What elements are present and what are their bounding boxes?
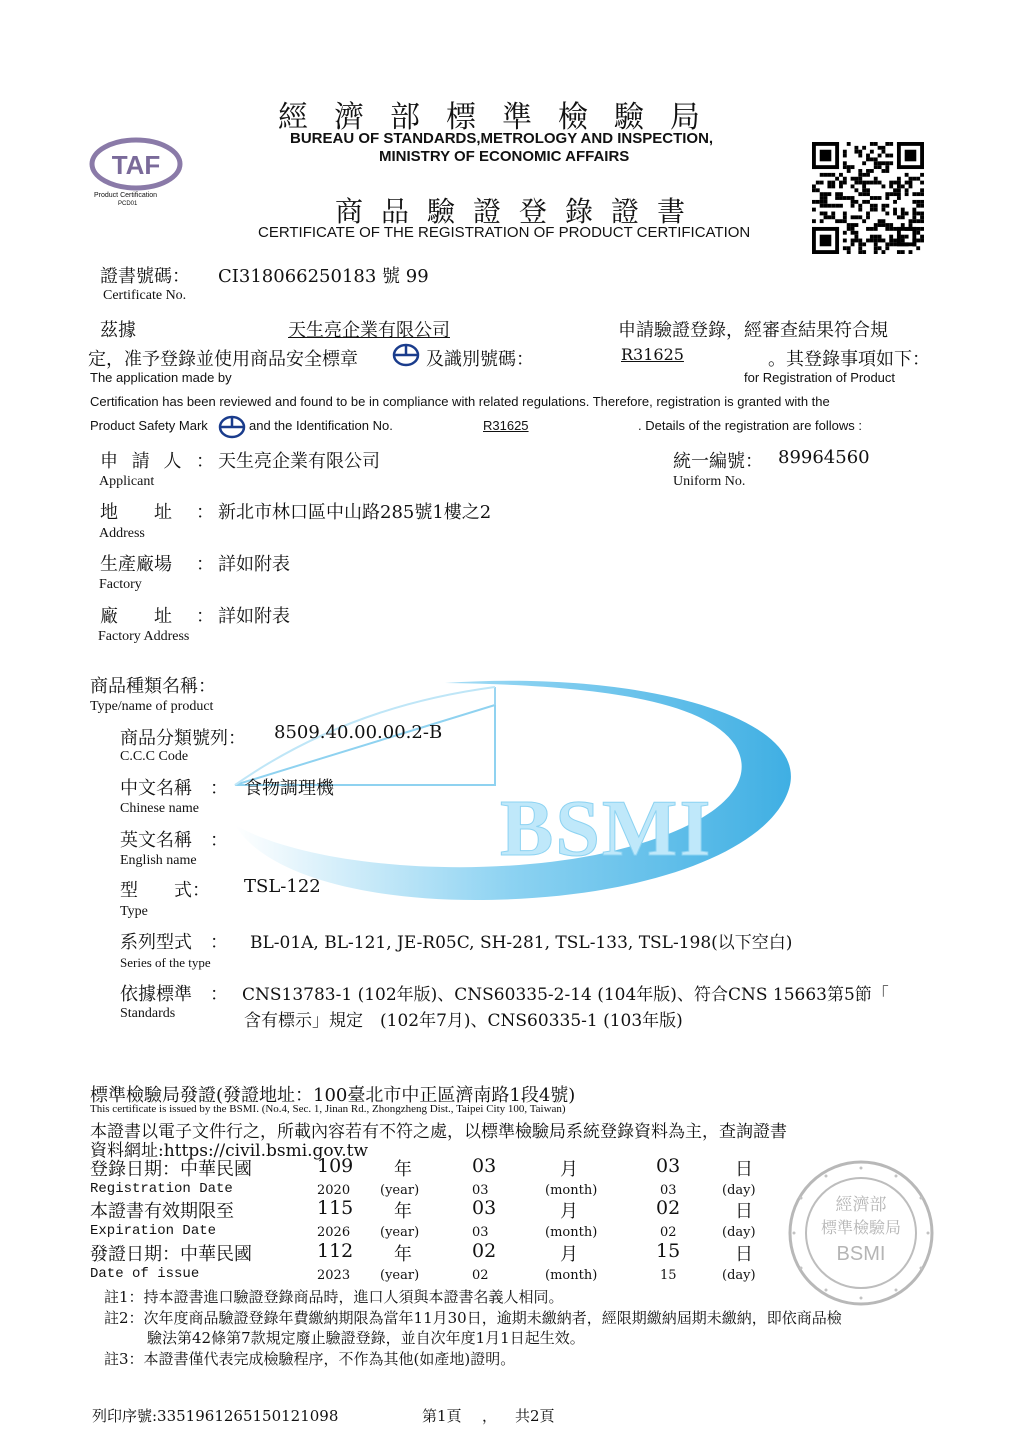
note-1: 註1：持本證書進口驗證登錄商品時，進口人須與本證書名義人相同。	[104, 1288, 564, 1306]
date-month-unit-en: (month)	[545, 1225, 598, 1240]
applicant-colon: ：	[196, 451, 214, 472]
chinese-name-value: 食物調理機	[244, 778, 334, 799]
svg-text:TAF: TAF	[111, 150, 161, 180]
statement-line2-b: 及識別號碼：	[426, 349, 534, 370]
date-label: 本證書有效期限至	[90, 1201, 234, 1222]
statement-en1-a: The application made by	[90, 370, 232, 385]
note-2-cont: 驗法第42條第7款規定廢止驗證登錄，並自次年度1月1日起生效。	[147, 1329, 585, 1347]
type-label-en: Type	[120, 904, 148, 919]
statement-en3-a: Product Safety Mark	[90, 418, 208, 433]
series-value: BL-01A, BL-121, JE-R05C, SH-281, TSL-133, TSL-198(以下空白)	[250, 933, 793, 953]
page-number: 第1頁	[422, 1407, 462, 1425]
applicant-label: 申 請 人	[100, 451, 186, 472]
product-section-title: 商品種類名稱：	[90, 676, 216, 697]
uniform-no-label: 統一編號：	[673, 451, 763, 472]
date-month-unit-en: (month)	[545, 1268, 598, 1283]
statement-line1-b: 申請驗證登錄，經審查結果符合規	[618, 320, 888, 341]
applicant-label-en: Applicant	[99, 474, 155, 489]
taf-caption: Product Certification	[94, 192, 158, 199]
certificate-title-zh: 商品驗證登錄證書	[335, 195, 704, 228]
date-month-en: 03	[472, 1225, 489, 1240]
chinese-name-label: 中文名稱 ：	[120, 778, 228, 799]
ccc-code-value: 8509.40.00.00.2-B	[274, 722, 443, 743]
statement-id-no: R31625	[621, 345, 684, 364]
address-colon: ：	[196, 502, 214, 523]
date-year-roc: 115	[317, 1197, 354, 1219]
factory-label-en: Factory	[99, 577, 142, 592]
applicant-value: 天生亮企業有限公司	[218, 451, 380, 472]
date-day-en: 03	[660, 1183, 677, 1198]
date-year-ad: 2020	[317, 1183, 351, 1198]
factory-address-value: 詳如附表	[218, 606, 290, 627]
certificate-title-en: CERTIFICATE OF THE REGISTRATION OF PRODUCT CERTIFICATION	[258, 224, 751, 241]
statement-en3-b: and the Identification No.	[249, 418, 393, 433]
date-year-unit: 年	[394, 1159, 412, 1180]
date-month-unit-en: (month)	[545, 1183, 598, 1198]
series-label-en: Series of the type	[120, 955, 211, 970]
ccc-code-label-en: C.C.C Code	[120, 749, 189, 764]
date-label: 登錄日期：中華民國	[90, 1159, 252, 1180]
statement-line2-a: 定，准予登錄並使用商品安全標章	[88, 349, 358, 370]
uniform-no-label-en: Uniform No.	[673, 474, 746, 489]
factory-address-label-en: Factory Address	[98, 629, 190, 644]
standards-label: 依據標準 ：	[120, 984, 228, 1005]
address-label-en: Address	[99, 526, 145, 541]
factory-value: 詳如附表	[218, 554, 290, 575]
seal-line-3: BSMI	[836, 1243, 886, 1265]
address-label: 地 址	[100, 502, 172, 523]
statement-line2-c: 。其登錄事項如下：	[768, 349, 930, 370]
date-label: 發證日期：中華民國	[90, 1244, 252, 1265]
seal-line-2: 標準檢驗局	[820, 1218, 902, 1237]
product-section-title-en: Type/name of product	[90, 699, 214, 714]
date-year-ad: 2026	[317, 1225, 351, 1240]
standards-value-2: 含有標示」規定 (102年7月)、CNS60335-1 (103年版)	[244, 1011, 683, 1031]
date-label-en: Date of issue	[90, 1266, 200, 1282]
date-month: 02	[472, 1240, 497, 1262]
date-day-unit-en: (day)	[722, 1268, 756, 1283]
english-name-label: 英文名稱 ：	[120, 830, 228, 851]
date-month-en: 02	[472, 1268, 489, 1283]
date-year-roc: 109	[317, 1155, 354, 1177]
date-day: 02	[656, 1197, 681, 1219]
issuer-line-en: This certificate is issued by the BSMI. (No.4, Sec. 1, Jinan Rd., Zhongzheng Dist., Taipei City 100, Taiwan)	[90, 1103, 566, 1115]
uniform-no-value: 89964560	[778, 447, 870, 468]
issuer-line-zh: 標準檢驗局發證(發證地址：100臺北市中正區濟南路1段4號)	[90, 1085, 576, 1106]
qr-code[interactable]	[812, 142, 924, 254]
date-month: 03	[472, 1197, 497, 1219]
notice-line-2: 資料網址:https://civil.bsmi.gov.tw	[90, 1141, 369, 1161]
certificate-no-label: 證書號碼：	[100, 266, 190, 287]
taf-emblem-icon	[88, 136, 184, 194]
date-month-en: 03	[472, 1183, 489, 1198]
date-day-unit: 日	[735, 1159, 753, 1180]
date-day-unit: 日	[735, 1244, 753, 1265]
statement-line1-a: 茲據	[100, 320, 136, 341]
date-day: 03	[656, 1155, 681, 1177]
statement-en3-id: R31625	[483, 418, 529, 433]
note-2: 註2：次年度商品驗證登錄年費繳納期限為當年11月30日，逾期未繳納者，經限期繳納屆期未繳納，即依商品檢	[104, 1309, 842, 1327]
date-day: 15	[656, 1240, 681, 1262]
address-value: 新北市林口區中山路285號1樓之2	[218, 502, 492, 523]
ccc-code-label: 商品分類號列：	[120, 728, 246, 749]
date-year-unit-en: (year)	[380, 1183, 420, 1198]
product-safety-mark-icon-small	[218, 415, 246, 439]
factory-colon: ：	[196, 554, 214, 575]
type-value: TSL-122	[244, 876, 321, 897]
date-month: 03	[472, 1155, 497, 1177]
seal-line-1: 經濟部	[835, 1195, 887, 1215]
date-year-unit: 年	[394, 1244, 412, 1265]
date-day-en: 02	[660, 1225, 677, 1240]
date-label-en: Registration Date	[90, 1181, 233, 1197]
page-separator: ，	[482, 1407, 498, 1425]
bsmi-seal-stamp	[786, 1158, 936, 1308]
factory-address-label: 廠 址	[100, 606, 172, 627]
date-label-en: Expiration Date	[90, 1223, 217, 1239]
date-month-unit: 月	[560, 1201, 578, 1222]
series-label: 系列型式 ：	[120, 932, 228, 953]
date-year-unit: 年	[394, 1201, 412, 1222]
date-day-en: 15	[660, 1268, 677, 1283]
product-safety-mark-icon	[392, 343, 420, 367]
factory-address-colon: ：	[196, 606, 214, 627]
statement-en1-b: for Registration of Product	[744, 370, 896, 385]
date-year-ad: 2023	[317, 1268, 351, 1283]
standards-value-1: CNS13783-1 (102年版)、CNS60335-2-14 (104年版)、符合CNS 15663第5節「	[242, 985, 889, 1005]
date-month-unit: 月	[560, 1244, 578, 1265]
date-month-unit: 月	[560, 1159, 578, 1180]
bureau-name-en-1: BUREAU OF STANDARDS,METROLOGY AND INSPECTION,	[290, 130, 714, 147]
date-year-unit-en: (year)	[380, 1225, 420, 1240]
english-name-label-en: English name	[120, 853, 197, 868]
date-day-unit: 日	[735, 1201, 753, 1222]
page-total: 共2頁	[515, 1407, 555, 1425]
note-3: 註3：本證書僅代表完成檢驗程序，不作為其他(如產地)證明。	[104, 1350, 516, 1368]
date-year-roc: 112	[317, 1240, 354, 1262]
date-year-unit-en: (year)	[380, 1268, 420, 1283]
statement-en3-c: . Details of the registration are follows :	[638, 418, 862, 433]
certificate-no-value: CI318066250183 號 99	[218, 266, 429, 287]
date-day-unit-en: (day)	[722, 1183, 756, 1198]
bureau-name-en-2: MINISTRY OF ECONOMIC AFFAIRS	[379, 148, 630, 165]
date-day-unit-en: (day)	[722, 1225, 756, 1240]
statement-en2: Certification has been reviewed and found to be in compliance with related regulations. Therefore, registration is granted with the	[90, 394, 830, 409]
factory-label: 生產廠場	[100, 554, 172, 575]
standards-label-en: Standards	[120, 1006, 176, 1021]
bsmi-watermark-text: BSMI	[500, 785, 713, 873]
print-serial: 列印序號:3351961265150121098	[92, 1407, 339, 1425]
type-label: 型 式：	[120, 880, 210, 901]
statement-company: 天生亮企業有限公司	[288, 320, 450, 341]
chinese-name-label-en: Chinese name	[120, 801, 199, 816]
taf-logo	[88, 136, 184, 212]
notice-line-1: 本證書以電子文件行之，所載內容若有不符之處，以標準檢驗局系統登錄資料為主，查詢證書	[90, 1122, 787, 1142]
bureau-name-zh: 經濟部標準檢驗局	[278, 100, 726, 135]
certificate-no-label-en: Certificate No.	[103, 288, 187, 303]
taf-code: PCD01	[118, 201, 138, 207]
